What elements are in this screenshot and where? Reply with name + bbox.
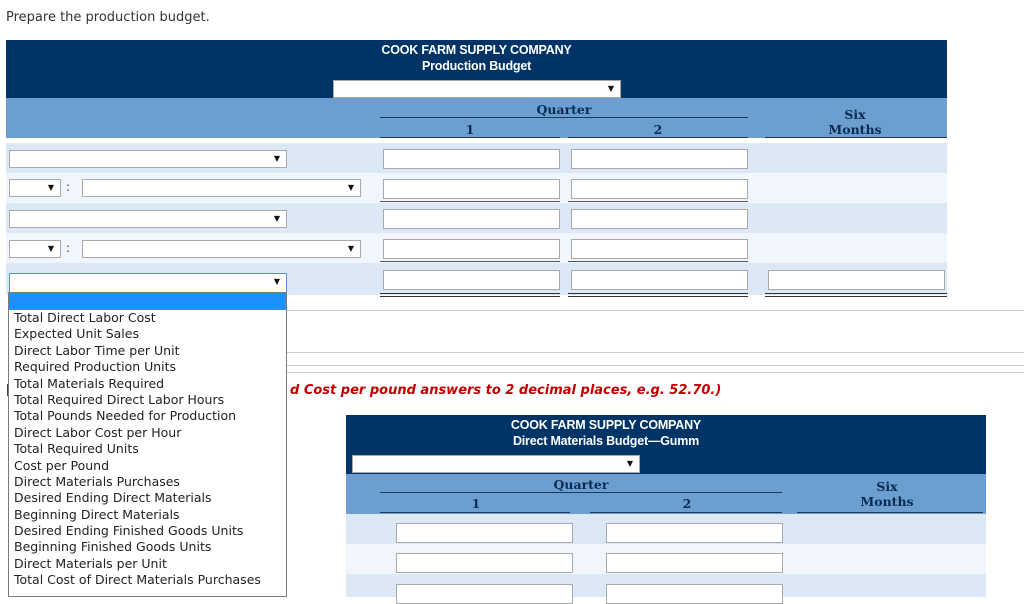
section-divider <box>286 365 1024 366</box>
colon-separator: : <box>66 241 71 255</box>
col3-underline <box>765 137 947 138</box>
chevron-down-icon: ▼ <box>626 459 633 468</box>
dropdown-option[interactable]: Required Production Units <box>14 359 177 375</box>
dropdown-option[interactable]: Direct Materials Purchases <box>14 473 180 489</box>
dropdown-option[interactable]: Expected Unit Sales <box>14 326 139 342</box>
chevron-down-icon: ▼ <box>273 154 280 163</box>
section-divider <box>286 372 1024 373</box>
q2-input[interactable] <box>571 179 748 199</box>
q1-input[interactable] <box>396 553 573 573</box>
budget-title: Production Budget <box>421 59 532 73</box>
dropdown-option[interactable]: Total Required Direct Labor Hours <box>14 391 225 407</box>
dropdown-option[interactable]: Total Materials Required <box>14 375 165 391</box>
q2-input[interactable] <box>571 209 748 229</box>
six-months-label-2: Months <box>828 122 882 137</box>
double-underline <box>380 296 560 297</box>
chevron-down-icon: ▼ <box>273 214 280 223</box>
dropdown-option[interactable]: Desired Ending Finished Goods Units <box>14 523 244 539</box>
dropdown-option[interactable]: Direct Labor Cost per Hour <box>14 424 182 440</box>
q1-input[interactable] <box>396 523 573 543</box>
dropdown-option[interactable]: Total Pounds Needed for Production <box>14 408 237 424</box>
chevron-down-icon: ▼ <box>347 244 354 253</box>
budget-title: Direct Materials Budget—Gumm <box>512 434 700 448</box>
chevron-down-icon: ▼ <box>607 84 614 93</box>
row-label-select[interactable] <box>9 210 287 228</box>
section-divider <box>286 352 1024 353</box>
period-select[interactable] <box>352 455 640 473</box>
six-months-input[interactable] <box>768 270 945 290</box>
q1-input[interactable] <box>383 239 560 259</box>
q2-input[interactable] <box>571 270 748 290</box>
double-underline <box>380 293 560 294</box>
six-months-label: Six <box>844 107 866 122</box>
period-select[interactable] <box>333 80 621 98</box>
dropdown-option-blank-selected[interactable] <box>9 293 286 310</box>
quarter-1-label: 1 <box>471 496 481 511</box>
six-months-label: Six <box>876 479 898 494</box>
col1-underline <box>380 512 570 513</box>
quarter-underline <box>380 117 748 118</box>
col2-underline <box>590 512 782 513</box>
company-name: COOK FARM SUPPLY COMPANY <box>510 418 702 432</box>
dropdown-option[interactable]: Beginning Direct Materials <box>14 506 180 522</box>
q2-input[interactable] <box>571 239 748 259</box>
row-label-select[interactable] <box>82 240 361 258</box>
q1-input[interactable] <box>383 270 560 290</box>
row-label-dropdown-list[interactable] <box>8 292 287 597</box>
quarter-2-label: 2 <box>653 122 663 137</box>
q1-input[interactable] <box>396 584 573 604</box>
operator-select[interactable] <box>9 179 61 197</box>
q2-input[interactable] <box>606 523 783 543</box>
dropdown-option[interactable]: Beginning Finished Goods Units <box>14 539 212 555</box>
q1-input[interactable] <box>383 179 560 199</box>
q1-input[interactable] <box>383 209 560 229</box>
dropdown-option[interactable]: Total Direct Labor Cost <box>14 310 156 325</box>
quarter-2-label: 2 <box>682 496 692 511</box>
quarter-label: Quarter <box>553 477 609 492</box>
dropdown-option[interactable]: Direct Materials per Unit <box>14 555 167 571</box>
quarter-label: Quarter <box>536 102 592 117</box>
col3-underline <box>797 512 983 513</box>
q2-input[interactable] <box>571 149 748 169</box>
chevron-down-icon: ▼ <box>273 277 280 286</box>
row-label-select[interactable] <box>82 179 361 197</box>
company-name: COOK FARM SUPPLY COMPANY <box>381 43 572 57</box>
total-underline <box>568 261 748 262</box>
rounding-instruction: d Cost per pound answers to 2 decimal places, e.g. 52.70.) <box>290 383 722 398</box>
chevron-down-icon: ▼ <box>47 244 54 253</box>
col2-underline <box>568 137 748 138</box>
row-label-select[interactable] <box>9 150 287 168</box>
dropdown-option[interactable]: Direct Labor Time per Unit <box>14 342 180 358</box>
double-underline <box>765 293 947 294</box>
q2-input[interactable] <box>606 553 783 573</box>
total-underline <box>380 201 560 202</box>
q2-input[interactable] <box>606 584 783 604</box>
quarter-underline <box>380 492 782 493</box>
dropdown-option[interactable]: Desired Ending Direct Materials <box>14 490 212 506</box>
double-underline <box>765 296 947 297</box>
section-divider <box>286 310 1024 311</box>
total-underline <box>568 201 748 202</box>
dropdown-option[interactable]: Total Cost of Direct Materials Purchases <box>14 572 261 588</box>
instruction-text: Prepare the production budget. <box>6 10 210 25</box>
quarter-1-label: 1 <box>465 122 475 137</box>
operator-select[interactable] <box>9 240 61 258</box>
row-label-select-open[interactable] <box>9 273 287 293</box>
six-months-label-2: Months <box>860 494 914 509</box>
dropdown-option[interactable]: Total Required Units <box>14 441 139 457</box>
col1-underline <box>380 137 560 138</box>
double-underline <box>568 293 748 294</box>
colon-separator: : <box>66 180 71 194</box>
chevron-down-icon: ▼ <box>47 183 54 192</box>
chevron-down-icon: ▼ <box>347 183 354 192</box>
double-underline <box>568 296 748 297</box>
q1-input[interactable] <box>383 149 560 169</box>
total-underline <box>380 261 560 262</box>
dropdown-option[interactable]: Cost per Pound <box>14 457 110 473</box>
